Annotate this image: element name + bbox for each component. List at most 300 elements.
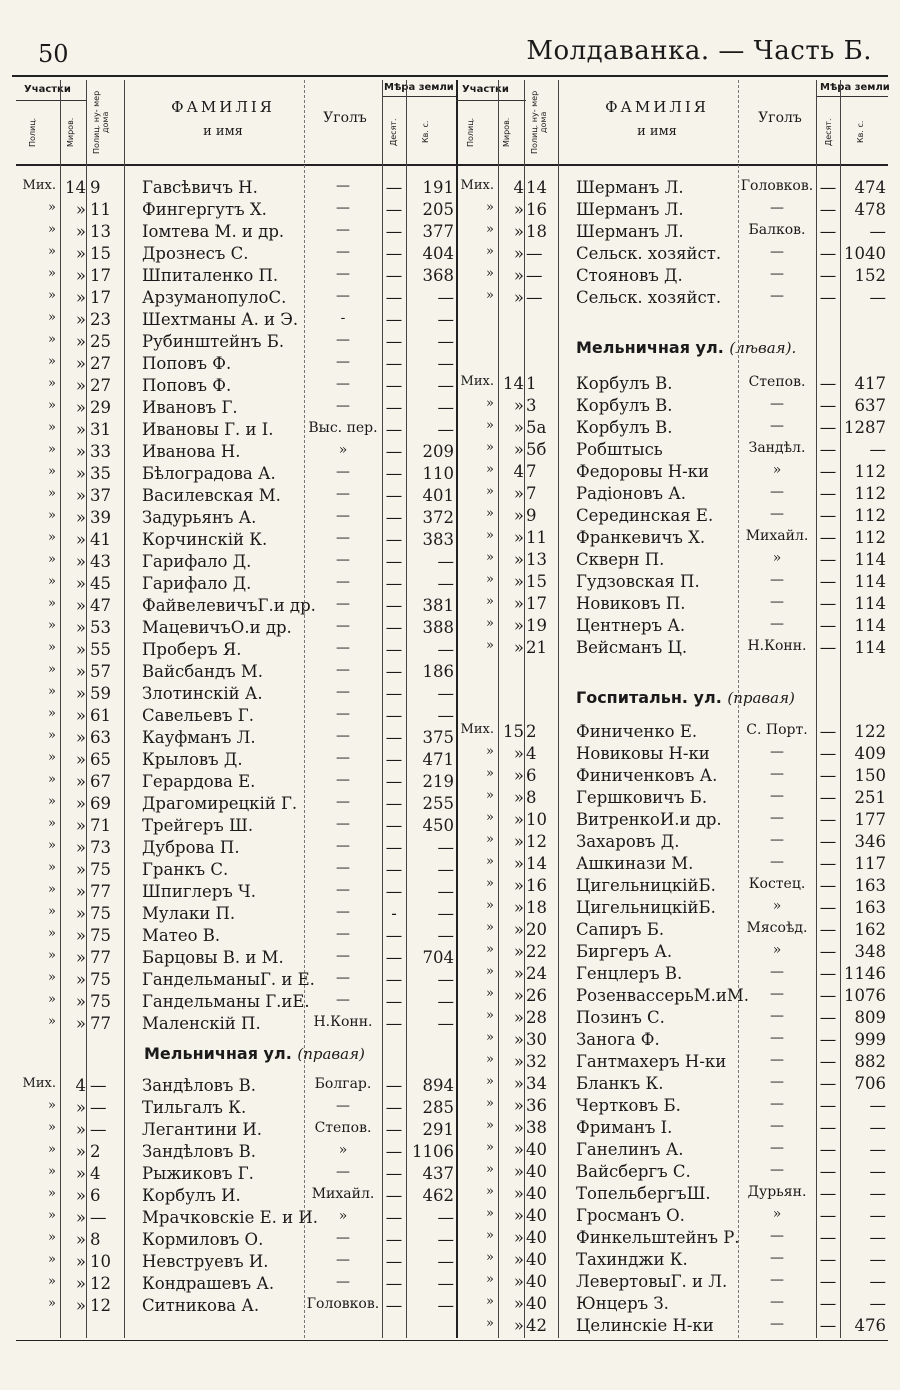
desyatin: — <box>385 222 403 241</box>
sq-sazhen: — <box>437 992 454 1011</box>
table-row <box>16 1230 456 1252</box>
surname-name: Гандельманы Г.иЕ. <box>142 992 310 1011</box>
mir-district: 4 <box>513 462 524 481</box>
sq-sazhen: — <box>437 904 454 923</box>
desyatin: — <box>385 1208 403 1227</box>
table-row <box>456 1052 888 1074</box>
surname-name: Юнцеръ З. <box>576 1294 669 1313</box>
house-number: 9 <box>526 506 537 525</box>
corner: — <box>770 266 784 282</box>
police-district: » <box>48 882 56 897</box>
mir-district: » <box>513 744 524 763</box>
desyatin: — <box>385 310 403 329</box>
surname-name: Ивановъ Г. <box>142 398 238 417</box>
mir-district: » <box>513 1294 524 1313</box>
house-number: 77 <box>90 882 111 901</box>
sq-sazhen: — <box>869 1250 886 1269</box>
house-number: 5а <box>526 418 547 437</box>
police-district: » <box>486 942 494 957</box>
mir-district: » <box>75 816 86 835</box>
police-district: » <box>486 1162 494 1177</box>
surname-name: ВитренкоИ.и др. <box>576 810 722 829</box>
police-district: » <box>486 1074 494 1089</box>
house-number: 40 <box>526 1272 547 1291</box>
sq-sazhen: — <box>437 574 454 593</box>
mir-district: » <box>75 398 86 417</box>
table-row <box>456 986 888 1008</box>
mir-district: » <box>75 640 86 659</box>
surname-name: Центнеръ А. <box>576 616 686 635</box>
sq-sazhen: — <box>437 288 454 307</box>
house-number: 9 <box>90 178 101 197</box>
house-number: 10 <box>526 810 547 829</box>
table-row <box>456 374 888 396</box>
corner: — <box>336 728 350 744</box>
corner: — <box>770 484 784 500</box>
street-name: Мельничная ул. <box>576 338 730 357</box>
desyatin: — <box>385 530 403 549</box>
police-district: » <box>486 440 494 455</box>
police-district: » <box>486 854 494 869</box>
mir-district: » <box>513 222 524 241</box>
surname-name: Целинскіе Н-ки <box>576 1316 714 1335</box>
surname-name: Шпиглеръ Ч. <box>142 882 257 901</box>
mir-district: 15 <box>503 722 524 741</box>
desyatin: — <box>385 816 403 835</box>
police-district: » <box>48 288 56 303</box>
surname-name: Франкевичъ Х. <box>576 528 706 547</box>
table-row <box>16 816 456 838</box>
desyatin: — <box>385 882 403 901</box>
desyatin: — <box>819 832 837 851</box>
header-rule <box>382 96 456 97</box>
surname-name: Зандѣловъ В. <box>142 1076 257 1095</box>
surname-name: Шерманъ Л. <box>576 222 684 241</box>
table-row <box>16 222 456 244</box>
corner: — <box>770 964 784 980</box>
house-number: 69 <box>90 794 111 813</box>
sq-sazhen: — <box>437 706 454 725</box>
table-row <box>16 1252 456 1274</box>
corner: Н.Конн. <box>313 1014 373 1030</box>
corner: — <box>336 464 350 480</box>
house-number: 4 <box>90 1164 101 1183</box>
sq-sazhen: — <box>437 310 454 329</box>
corner: Михайл. <box>311 1186 375 1202</box>
police-district: » <box>48 508 56 523</box>
house-number: — <box>526 266 543 285</box>
desyatin: — <box>385 1230 403 1249</box>
corner: Степов. <box>314 1120 372 1136</box>
desyatin: — <box>819 898 837 917</box>
police-district: » <box>48 1208 56 1223</box>
surname-name: Корбулъ В. <box>576 374 673 393</box>
mir-district: » <box>513 1096 524 1115</box>
desyatin: — <box>819 986 837 1005</box>
table-row <box>16 310 456 332</box>
desyatin: — <box>385 750 403 769</box>
surname-name: Федоровы Н-ки <box>576 462 709 481</box>
sq-sazhen: 112 <box>854 506 886 525</box>
mir-district: » <box>75 244 86 263</box>
corner: — <box>770 1052 784 1068</box>
mir-district: » <box>75 838 86 857</box>
surname-name: Драгомирецкій Г. <box>142 794 298 813</box>
police-district: » <box>48 794 56 809</box>
desyatin: — <box>385 266 403 285</box>
house-number: 71 <box>90 816 111 835</box>
house-number: — <box>526 244 543 263</box>
mir-district: » <box>513 550 524 569</box>
corner: — <box>336 926 350 942</box>
corner: — <box>336 266 350 282</box>
surname-name: Проберъ Я. <box>142 640 242 659</box>
sq-sazhen: 377 <box>422 222 454 241</box>
desyatin: — <box>819 288 837 307</box>
table-row <box>456 396 888 418</box>
house-number: 77 <box>90 1014 111 1033</box>
table-row <box>16 1274 456 1296</box>
sq-sazhen: — <box>437 1296 454 1315</box>
sq-sazhen: 417 <box>854 374 886 393</box>
sq-sazhen: 401 <box>422 486 454 505</box>
police-district: » <box>48 530 56 545</box>
header-rule <box>456 100 526 101</box>
desyatin: — <box>819 1008 837 1027</box>
table-row <box>16 420 456 442</box>
mir-district: » <box>75 222 86 241</box>
desyatin: — <box>385 772 403 791</box>
police-district: » <box>486 572 494 587</box>
surname-name: Гантмахеръ Н-ки <box>576 1052 727 1071</box>
surname-name: Рыжиковъ Г. <box>142 1164 254 1183</box>
house-number: 6 <box>90 1186 101 1205</box>
sq-sazhen: — <box>437 332 454 351</box>
surname-name: Гранкъ С. <box>142 860 229 879</box>
header-ugol: Уголъ <box>758 110 802 126</box>
surname-name: ЦигельницкійБ. <box>576 898 716 917</box>
house-number: 29 <box>90 398 111 417</box>
header-uchastki: Участки <box>462 84 509 95</box>
police-district: » <box>486 616 494 631</box>
table-row <box>456 1272 888 1294</box>
surname-name: Финкельштейнъ Р. <box>576 1228 740 1247</box>
corner: — <box>336 596 350 612</box>
mir-district: » <box>75 1252 86 1271</box>
mir-district: » <box>75 1186 86 1205</box>
sq-sazhen: — <box>869 1162 886 1181</box>
sq-sazhen: — <box>869 288 886 307</box>
table-row <box>16 398 456 420</box>
corner: — <box>336 970 350 986</box>
sq-sazhen: 381 <box>422 596 454 615</box>
police-district: » <box>486 898 494 913</box>
mir-district: » <box>513 1316 524 1335</box>
page-header <box>0 0 900 80</box>
sq-sazhen: 372 <box>422 508 454 527</box>
surname-name: Финиченковъ А. <box>576 766 718 785</box>
corner: — <box>770 288 784 304</box>
sq-sazhen: 706 <box>854 1074 886 1093</box>
police-district: » <box>48 684 56 699</box>
surname-name: Бланкъ К. <box>576 1074 664 1093</box>
surname-name: Ситникова А. <box>142 1296 260 1315</box>
header-desyat: Десят. <box>824 118 833 146</box>
corner: » <box>772 898 782 914</box>
street-heading <box>456 688 888 714</box>
surname-name: Гросманъ О. <box>576 1206 685 1225</box>
desyatin: — <box>819 440 837 459</box>
desyatin: — <box>819 594 837 613</box>
table-row <box>16 596 456 618</box>
mir-district: » <box>75 904 86 923</box>
corner: - <box>340 310 346 326</box>
table-row <box>16 926 456 948</box>
sq-sazhen: 462 <box>422 1186 454 1205</box>
surname-name: Задурьянъ А. <box>142 508 257 527</box>
mir-district: » <box>75 442 86 461</box>
table-row <box>456 594 888 616</box>
desyatin: — <box>385 1014 403 1033</box>
desyatin: — <box>819 550 837 569</box>
surname-name: Сапиръ Б. <box>576 920 665 939</box>
house-number: — <box>90 1208 107 1227</box>
desyatin: — <box>385 1296 403 1315</box>
desyatin: — <box>819 462 837 481</box>
mir-district: » <box>513 244 524 263</box>
surname-name: Фингергутъ Х. <box>142 200 267 219</box>
sq-sazhen: — <box>437 1014 454 1033</box>
bottom-rule <box>16 1340 888 1341</box>
police-district: » <box>48 618 56 633</box>
header-mera: Мѣра земли <box>384 82 454 93</box>
table-row <box>16 794 456 816</box>
street-heading <box>16 1044 456 1070</box>
police-district: » <box>486 1140 494 1155</box>
corner: — <box>336 860 350 876</box>
sq-sazhen: 219 <box>422 772 454 791</box>
desyatin: — <box>819 244 837 263</box>
mir-district: » <box>75 706 86 725</box>
house-number: 8 <box>526 788 537 807</box>
surname-name: Поповъ Ф. <box>142 354 232 373</box>
surname-name: Радіоновъ А. <box>576 484 687 503</box>
police-district: » <box>48 1186 56 1201</box>
corner: — <box>770 572 784 588</box>
table-row <box>456 810 888 832</box>
sq-sazhen: — <box>437 640 454 659</box>
surname-name: Ганелинъ А. <box>576 1140 684 1159</box>
sq-sazhen: 114 <box>854 616 886 635</box>
table-row <box>16 376 456 398</box>
desyatin: — <box>385 508 403 527</box>
house-number: 59 <box>90 684 111 703</box>
sq-sazhen: 110 <box>422 464 454 483</box>
header-i-imya: и имя <box>203 124 243 139</box>
mir-district: » <box>513 986 524 1005</box>
mir-district: » <box>513 1162 524 1181</box>
corner: — <box>770 506 784 522</box>
mir-district: » <box>513 1074 524 1093</box>
mir-district: » <box>75 992 86 1011</box>
corner: — <box>770 986 784 1002</box>
sq-sazhen: 1106 <box>412 1142 454 1161</box>
corner: — <box>336 992 350 1008</box>
house-number: 11 <box>526 528 547 547</box>
sq-sazhen: 894 <box>422 1076 454 1095</box>
desyatin: — <box>385 1142 403 1161</box>
police-district: » <box>48 662 56 677</box>
surname-name: Сельск. хозяйст. <box>576 288 722 307</box>
street-heading <box>456 338 888 364</box>
sq-sazhen: 162 <box>854 920 886 939</box>
sq-sazhen: 450 <box>422 816 454 835</box>
corner: — <box>336 904 350 920</box>
desyatin: — <box>385 178 403 197</box>
house-number: — <box>90 1098 107 1117</box>
table-row <box>456 1316 888 1338</box>
header-desyat: Десят. <box>389 118 398 146</box>
mir-district: » <box>513 1184 524 1203</box>
sq-sazhen: 114 <box>854 572 886 591</box>
police-district: » <box>486 788 494 803</box>
sq-sazhen: — <box>869 1184 886 1203</box>
mir-district: » <box>513 1250 524 1269</box>
table-row <box>456 550 888 572</box>
desyatin: — <box>819 222 837 241</box>
sq-sazhen: — <box>437 376 454 395</box>
table-row <box>16 882 456 904</box>
table-row <box>16 200 456 222</box>
surname-name: Занога Ф. <box>576 1030 660 1049</box>
corner: — <box>770 766 784 782</box>
table-row <box>16 618 456 640</box>
desyatin: — <box>385 420 403 439</box>
house-number: 67 <box>90 772 111 791</box>
desyatin: — <box>385 706 403 725</box>
mir-district: » <box>75 728 86 747</box>
mir-district: » <box>513 1228 524 1247</box>
desyatin: — <box>819 1272 837 1291</box>
house-number: 75 <box>90 860 111 879</box>
mir-district: 4 <box>513 178 524 197</box>
police-district: » <box>486 1052 494 1067</box>
table-row <box>16 1098 456 1120</box>
corner: — <box>336 1252 350 1268</box>
police-district: » <box>486 1316 494 1331</box>
corner: — <box>770 200 784 216</box>
street-name: Госпитальн. ул. <box>576 688 728 707</box>
corner: Болгар. <box>314 1076 372 1092</box>
house-number: 12 <box>526 832 547 851</box>
house-number: 40 <box>526 1294 547 1313</box>
sq-sazhen: — <box>437 1274 454 1293</box>
police-district: » <box>48 200 56 215</box>
header-mirov: Миров. <box>502 117 511 147</box>
house-number: 28 <box>526 1008 547 1027</box>
table-row <box>456 1118 888 1140</box>
sq-sazhen: 383 <box>422 530 454 549</box>
sq-sazhen: 1287 <box>844 418 886 437</box>
house-number: 75 <box>90 926 111 945</box>
mir-district: » <box>513 1272 524 1291</box>
table-row <box>16 662 456 684</box>
desyatin: — <box>385 574 403 593</box>
surname-name: Легантини И. <box>142 1120 263 1139</box>
mir-district: » <box>513 766 524 785</box>
police-district: » <box>486 964 494 979</box>
surname-name: МацевичъО.и др. <box>142 618 292 637</box>
police-district: Мих. <box>460 374 494 389</box>
desyatin: — <box>819 638 837 657</box>
surname-name: Гавсѣвичъ Н. <box>142 178 258 197</box>
desyatin: — <box>385 992 403 1011</box>
police-district: » <box>48 310 56 325</box>
surname-name: Кормиловъ О. <box>142 1230 264 1249</box>
table-row <box>16 244 456 266</box>
sq-sazhen: 163 <box>854 898 886 917</box>
surname-name: Гудзовская П. <box>576 572 700 591</box>
corner: — <box>336 1098 350 1114</box>
right-table <box>456 80 888 1340</box>
mir-district: » <box>75 288 86 307</box>
surname-name: Маленскій П. <box>142 1014 261 1033</box>
mir-district: » <box>513 1008 524 1027</box>
table-row <box>16 970 456 992</box>
header-polic: Полиц. <box>28 117 37 147</box>
surname-name: Кауфманъ Л. <box>142 728 256 747</box>
mir-district: » <box>75 354 86 373</box>
house-number: 10 <box>90 1252 111 1271</box>
police-district: » <box>486 766 494 781</box>
table-row <box>16 772 456 794</box>
corner: Головков. <box>306 1296 380 1312</box>
sq-sazhen: 177 <box>854 810 886 829</box>
table-row <box>456 572 888 594</box>
mir-district: » <box>513 832 524 851</box>
left-table-header <box>16 80 456 166</box>
table-row <box>456 440 888 462</box>
house-number: 37 <box>90 486 111 505</box>
police-district: » <box>486 484 494 499</box>
house-number: 15 <box>90 244 111 263</box>
desyatin: — <box>385 1252 403 1271</box>
table-row <box>456 266 888 288</box>
desyatin: — <box>819 528 837 547</box>
police-district: » <box>48 222 56 237</box>
house-number: 18 <box>526 222 547 241</box>
sq-sazhen: — <box>437 1252 454 1271</box>
corner: — <box>336 684 350 700</box>
mir-district: » <box>75 662 86 681</box>
table-row <box>456 722 888 744</box>
mir-district: » <box>75 684 86 703</box>
house-number: 43 <box>90 552 111 571</box>
mir-district: » <box>513 200 524 219</box>
table-row <box>16 1142 456 1164</box>
table-row <box>456 1030 888 1052</box>
house-number: 5б <box>526 440 547 459</box>
desyatin: - <box>391 904 397 923</box>
mir-district: 14 <box>65 178 86 197</box>
police-district: » <box>48 266 56 281</box>
header-rule <box>16 100 86 101</box>
table-row <box>16 552 456 574</box>
house-number: 40 <box>526 1162 547 1181</box>
police-district: » <box>48 728 56 743</box>
corner: — <box>770 788 784 804</box>
corner: — <box>770 1008 784 1024</box>
